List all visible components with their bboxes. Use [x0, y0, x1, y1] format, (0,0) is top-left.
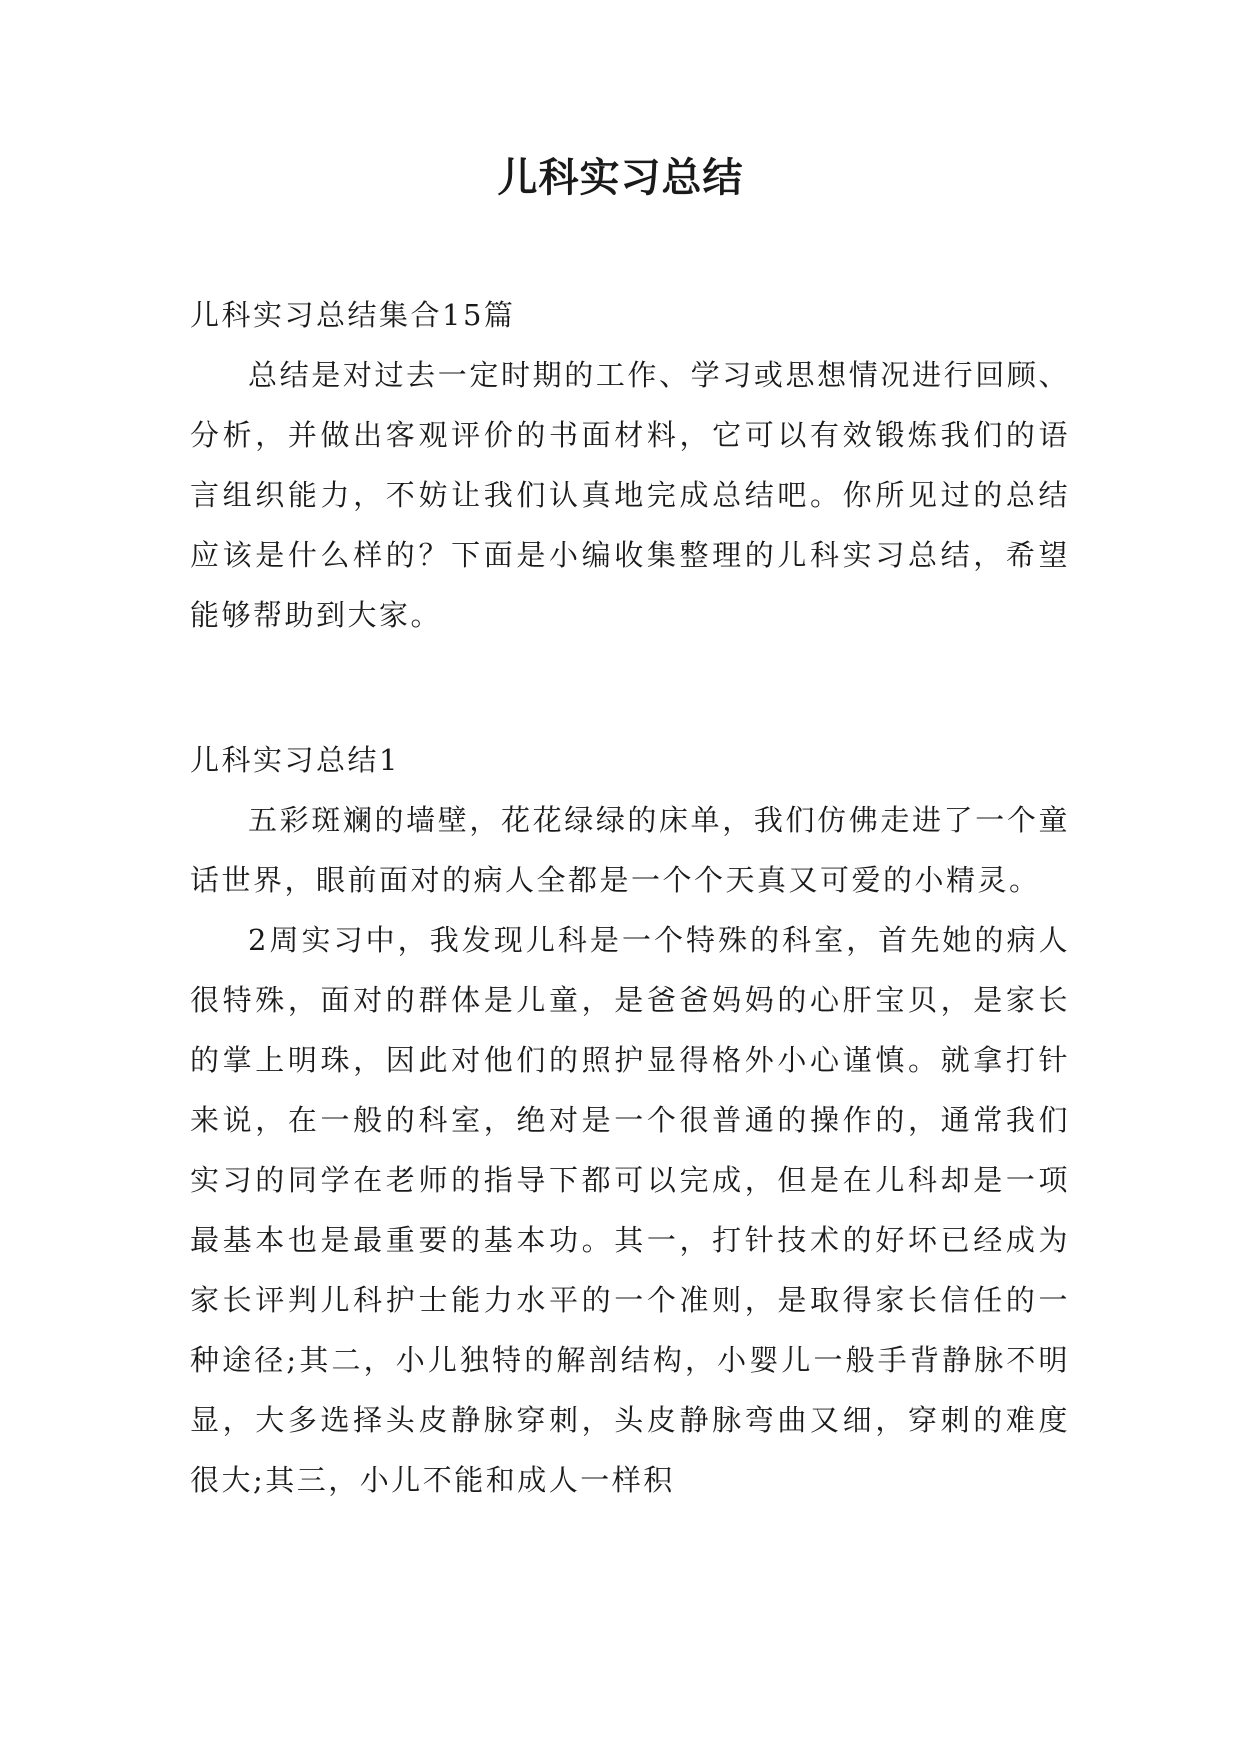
section-1-paragraph: 五彩斑斓的墙壁，花花绿绿的床单，我们仿佛走进了一个童话世界，眼前面对的病人全都是一个个天真又可爱的小精灵。 — [190, 803, 1070, 897]
intro-section — [190, 285, 1070, 645]
section-1-paragraph: 2周实习中，我发现儿科是一个特殊的科室，首先她的病人很特殊，面对的群体是儿童，是爸爸妈妈的心肝宝贝，是家长的掌上明珠，因此对他们的照护显得格外小心谨慎。就拿打针来说，在一般的科室，绝对是一个很普通的操作的，通常我们实习的同学在老师的指导下都可以完成，但是在儿科却是一项最基本也是最重要的基本功。其一，打针技术的好坏已经成为家长评判儿科护士能力水平的一个准则，是取得家长信任的一种途径;其二，小儿独特的解剖结构，小婴儿一般手背静脉不明显，大多选择头皮静脉穿刺，头皮静脉弯曲又细，穿刺的难度很大;其三，小儿不能和成人一样积 — [190, 923, 1070, 1497]
intro-paragraph: 总结是对过去一定时期的工作、学习或思想情况进行回顾、分析，并做出客观评价的书面材料，它可以有效锻炼我们的语言组织能力，不妨让我们认真地完成总结吧。你所见过的总结应该是什么样的？下面是小编收集整理的儿科实习总结，希望能够帮助到大家。 — [190, 358, 1070, 632]
document-title: 儿科实习总结 — [497, 154, 744, 201]
section-1-heading: 儿科实习总结1 — [190, 743, 400, 777]
section-1 — [190, 730, 1070, 1510]
intro-heading: 儿科实习总结集合15篇 — [190, 298, 516, 332]
